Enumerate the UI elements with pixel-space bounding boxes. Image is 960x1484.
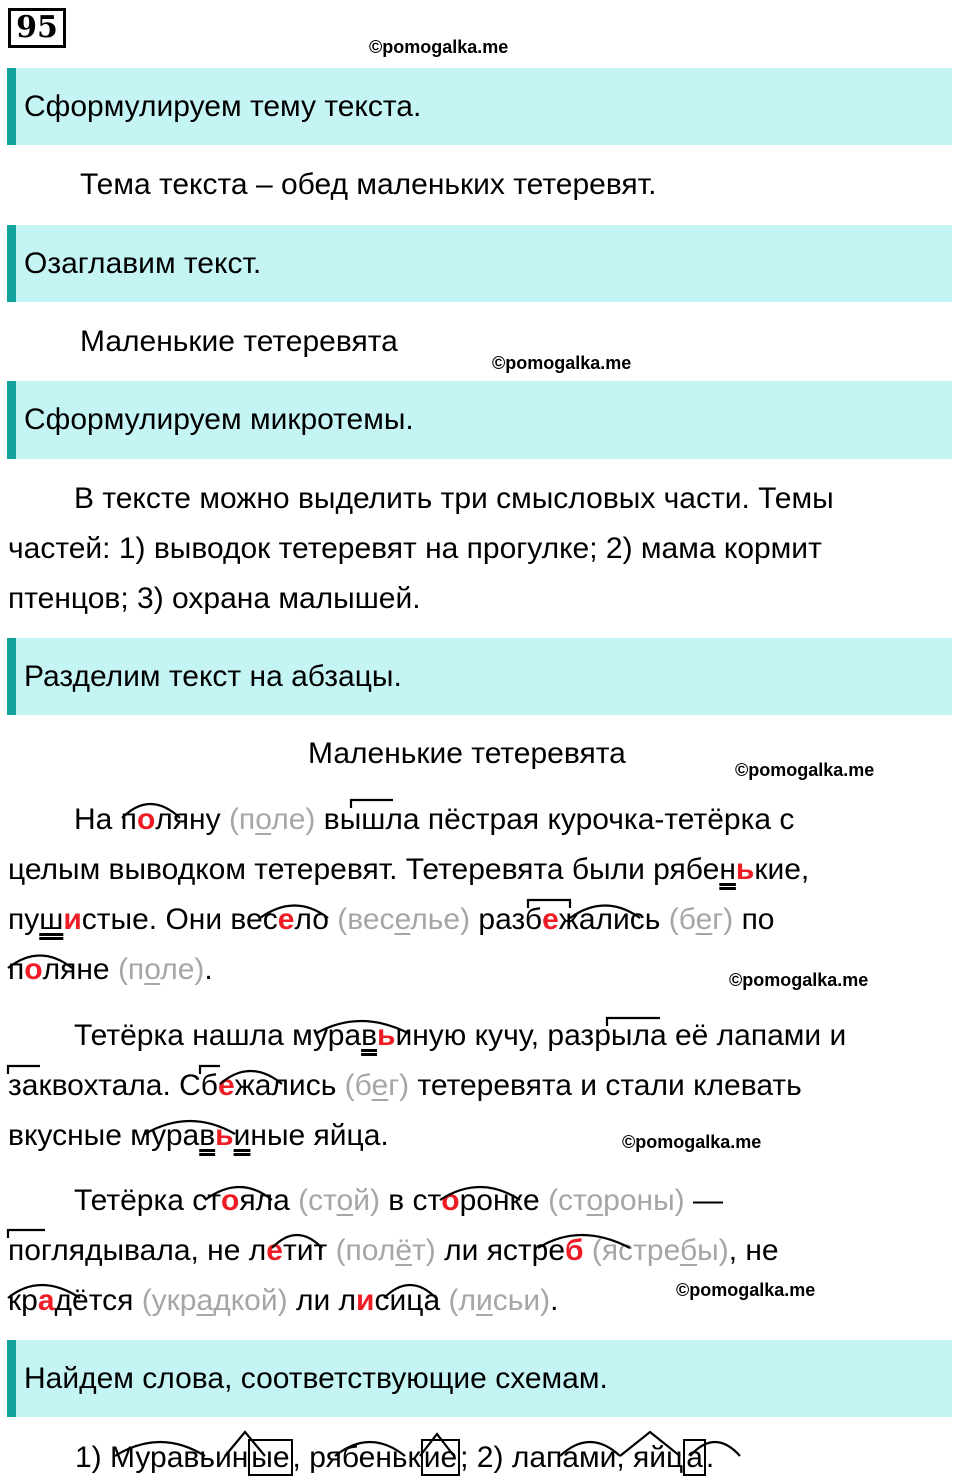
microtopics-line: частей: 1) выводок тетеревят на прогулке; 2) мама кормит	[8, 532, 822, 565]
microtopics-line: птенцов; 3) охрана малышей.	[8, 582, 421, 615]
story-line: Тетёрка стояла (стой) в сторонке (стороны) —	[74, 1184, 723, 1217]
section-heading-topic: Сформулируем тему текста.	[7, 68, 952, 145]
watermark: ©pomogalka.me	[369, 37, 509, 57]
section-heading-schemes: Найдем слова, соответствующие схемам.	[7, 1340, 952, 1417]
exercise-number: 95	[8, 8, 66, 48]
story-title: Маленькие тетеревята	[308, 737, 626, 770]
story-line: поляне (поле).	[8, 953, 213, 986]
story-line: поглядывала, не летит (полёт) ли ястреб (ястребы), не	[8, 1234, 779, 1267]
title-text: Маленькие тетеревята	[80, 325, 398, 358]
watermark: ©pomogalka.me	[729, 970, 869, 990]
section-heading-microtopics: Сформулируем микротемы.	[7, 381, 952, 459]
story-line: крадётся (украдкой) ли лисица (лисьи).	[8, 1284, 559, 1317]
story-line: вкусные муравьиные яйца.	[8, 1119, 389, 1152]
watermark: ©pomogalka.me	[735, 760, 875, 780]
watermark: ©pomogalka.me	[622, 1132, 762, 1152]
watermark: ©pomogalka.me	[492, 353, 632, 373]
topic-text: Тема текста – обед маленьких тетеревят.	[80, 168, 657, 201]
story-line: заквохтала. Сбежались (бег) тетеревята и стали клевать	[8, 1069, 802, 1102]
section-heading-title: Озаглавим текст.	[7, 225, 952, 302]
microtopics-line: В тексте можно выделить три смысловых части. Темы	[74, 482, 834, 515]
story-line: Тетёрка нашла муравьиную кучу, разрыла её лапами и	[74, 1019, 847, 1052]
answer-line: 1) Муравьин ые , рябеньк ие ; 2) лапами, яйц а .	[75, 1441, 715, 1474]
story-line: На поляну (поле) вышла пёстрая курочка-тетёрка с	[74, 803, 795, 836]
watermark: ©pomogalka.me	[676, 1280, 816, 1300]
story-line: целым выводком тетеревят. Тетеревята были рябенькие,	[8, 853, 810, 886]
section-heading-paragraphs: Разделим текст на абзацы.	[7, 638, 952, 715]
story-line: пушистые. Они весело (веселье) разбежались (бег) по	[8, 903, 775, 936]
